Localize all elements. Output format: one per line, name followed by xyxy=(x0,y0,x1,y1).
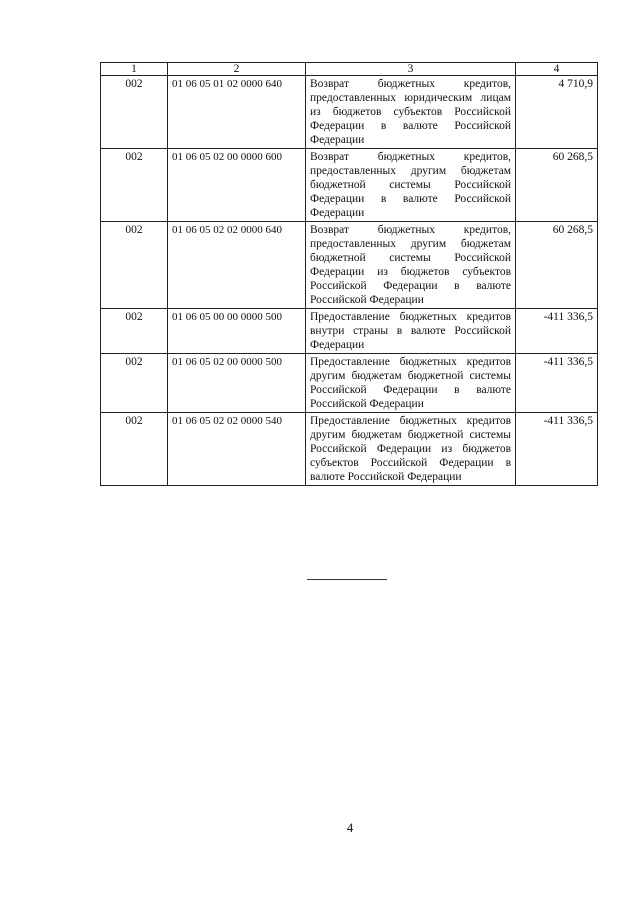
column-number-4: 4 xyxy=(516,63,598,76)
amount: -411 336,5 xyxy=(516,309,598,354)
budget-classification-code: 01 06 05 02 00 0000 600 xyxy=(168,149,306,222)
source-description: Предоставление бюджетных кредитов внутри страны в валюте Российской Федерации xyxy=(306,309,516,354)
source-description: Возврат бюджетных кредитов, предоставленных другим бюджетам бюджетной системы Российской Федерации в валюте Российской Федерации xyxy=(306,149,516,222)
page-number: 4 xyxy=(346,820,354,835)
amount: 60 268,5 xyxy=(516,222,598,309)
budget-table xyxy=(100,62,598,486)
source-description: Возврат бюджетных кредитов, предоставленных другим бюджетам бюджетной системы Российской Федерации из бюджетов субъектов Российской Федерации в валюте Российской Федерации xyxy=(306,222,516,309)
amount: 4 710,9 xyxy=(516,76,598,149)
amount: -411 336,5 xyxy=(516,413,598,486)
table-row xyxy=(101,309,598,354)
source-description: Предоставление бюджетных кредитов другим бюджетам бюджетной системы Российской Федерации из бюджетов субъектов Российской Федерации в валюте Российской Федерации xyxy=(306,413,516,486)
budget-classification-code: 01 06 05 02 00 0000 500 xyxy=(168,354,306,413)
admin-code: 002 xyxy=(101,149,168,222)
table-row xyxy=(101,413,598,486)
table-row xyxy=(101,354,598,413)
end-of-table-divider xyxy=(307,579,387,580)
budget-classification-code: 01 06 05 00 00 0000 500 xyxy=(168,309,306,354)
header-row xyxy=(101,63,598,76)
admin-code: 002 xyxy=(101,222,168,309)
table-row xyxy=(101,222,598,309)
column-number-1: 1 xyxy=(101,63,168,76)
amount: -411 336,5 xyxy=(516,354,598,413)
source-description: Возврат бюджетных кредитов, предоставленных юридическим лицам из бюджетов субъектов Российской Федерации в валюте Российской Федерации xyxy=(306,76,516,149)
admin-code: 002 xyxy=(101,76,168,149)
column-number-3: 3 xyxy=(306,63,516,76)
source-description: Предоставление бюджетных кредитов другим бюджетам бюджетной системы Российской Федерации в валюте Российской Федерации xyxy=(306,354,516,413)
budget-classification-code: 01 06 05 01 02 0000 640 xyxy=(168,76,306,149)
admin-code: 002 xyxy=(101,309,168,354)
budget-classification-code: 01 06 05 02 02 0000 540 xyxy=(168,413,306,486)
budget-classification-code: 01 06 05 02 02 0000 640 xyxy=(168,222,306,309)
admin-code: 002 xyxy=(101,354,168,413)
amount: 60 268,5 xyxy=(516,149,598,222)
table-row xyxy=(101,149,598,222)
column-number-2: 2 xyxy=(168,63,306,76)
table-row xyxy=(101,76,598,149)
admin-code: 002 xyxy=(101,413,168,486)
